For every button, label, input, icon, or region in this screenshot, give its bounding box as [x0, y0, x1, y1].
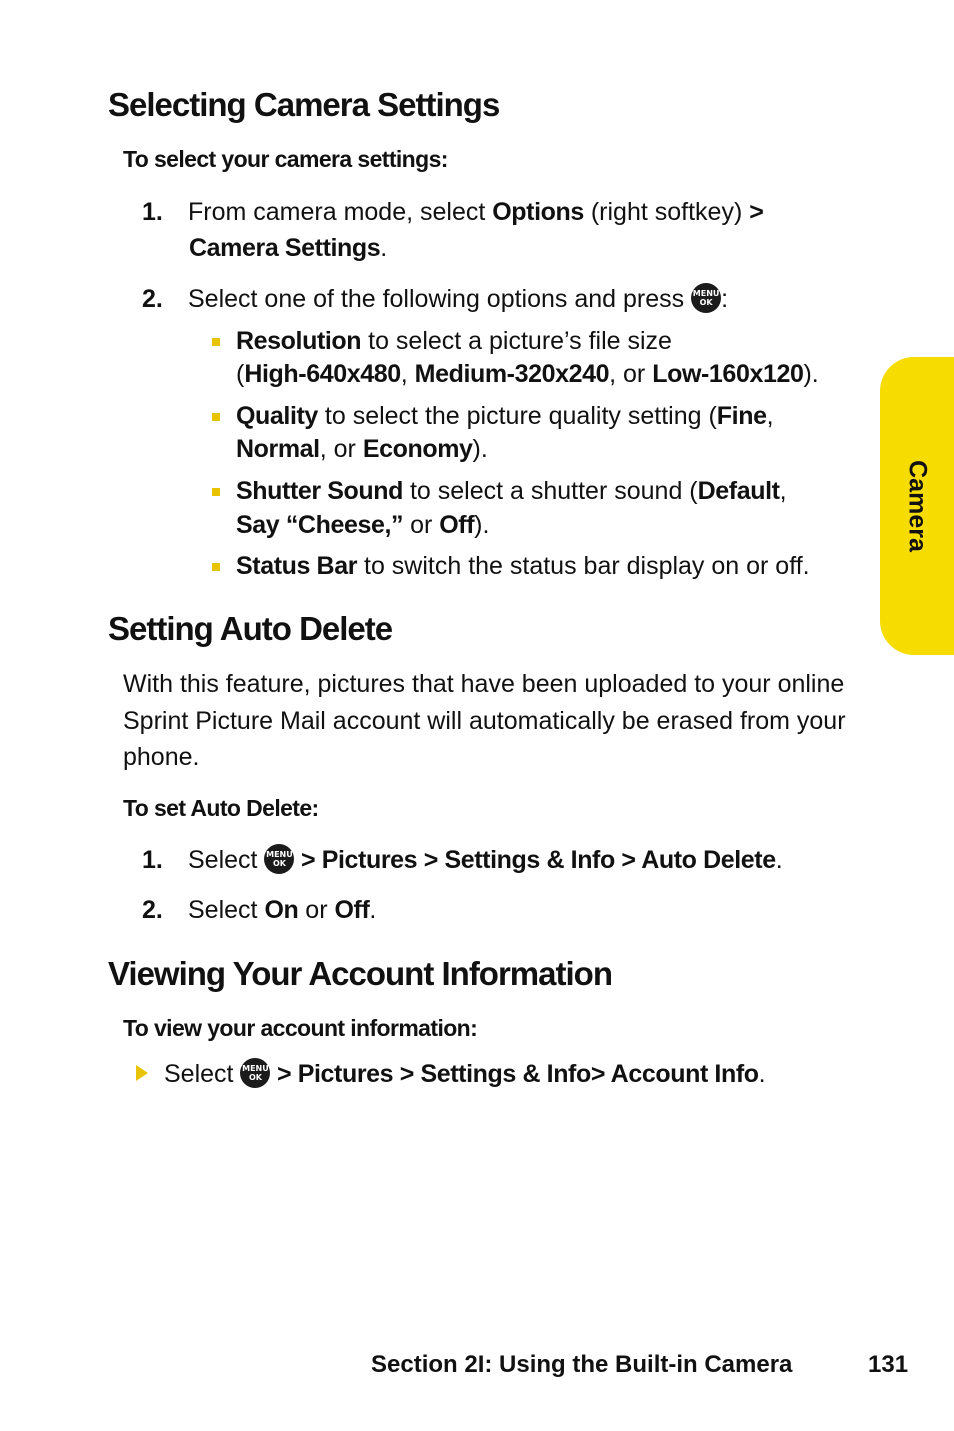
heading-account-info: Viewing Your Account Information: [108, 955, 612, 992]
menu-ok-icon: MENU OK: [240, 1058, 270, 1088]
option-status-bar: Status Bar to switch the status bar display on or off.: [236, 552, 810, 580]
footer-section-title: Section 2I: Using the Built-in Camera: [371, 1351, 793, 1378]
heading-auto-delete: Setting Auto Delete: [108, 610, 393, 647]
side-tab-label: Camera: [903, 460, 932, 552]
page-number: 131: [868, 1351, 909, 1378]
step-1-camera: 1. From camera mode, select Options (right softkey) >: [142, 198, 764, 226]
heading-camera-settings: Selecting Camera Settings: [108, 86, 500, 123]
side-tab-camera: [880, 357, 954, 655]
step-number: 1.: [142, 198, 163, 226]
square-bullet-icon: [212, 488, 220, 496]
step-account-info: Select MENU OK > Pictures > Settings & Info> Account Info.: [136, 1059, 766, 1090]
step-1-auto-delete: 1. Select MENU OK > Pictures > Settings & Info > Auto Delete.: [142, 846, 783, 874]
options-label: Options: [492, 198, 584, 226]
option-resolution-values: (High-640x480, Medium-320x240, or Low-160x120).: [236, 360, 819, 388]
step-2-auto-delete: 2. Select On or Off.: [142, 896, 377, 924]
square-bullet-icon: [212, 413, 220, 421]
option-quality-values: Normal, or Economy).: [236, 435, 488, 463]
subheading-auto-delete: To set Auto Delete:: [123, 795, 319, 821]
option-shutter-sound-values: Say “Cheese,” or Off).: [236, 511, 490, 539]
option-shutter-sound: Shutter Sound to select a shutter sound (Default,: [236, 477, 787, 505]
menu-ok-icon: MENU OK: [691, 283, 721, 313]
auto-delete-paragraph: With this feature, pictures that have been uploaded to your online Sprint Picture Mail account will automatically be erased from your phone.: [123, 670, 846, 771]
step-1-camera-cont: Camera Settings.: [189, 234, 388, 262]
option-resolution: Resolution to select a picture’s file size: [236, 327, 672, 355]
option-quality: Quality to select the picture quality setting (Fine,: [236, 402, 774, 430]
camera-settings-label: Camera Settings: [189, 234, 381, 262]
step-number: 2.: [142, 285, 163, 313]
subheading-account-info: To view your account information:: [123, 1015, 478, 1041]
menu-ok-icon: MENU OK: [264, 844, 294, 874]
step-2-camera: 2. Select one of the following options and press MENU OK :: [142, 285, 729, 313]
square-bullet-icon: [212, 563, 220, 571]
square-bullet-icon: [212, 338, 220, 346]
triangle-right-icon: [136, 1065, 148, 1081]
subheading-camera-settings: To select your camera settings:: [123, 146, 448, 172]
